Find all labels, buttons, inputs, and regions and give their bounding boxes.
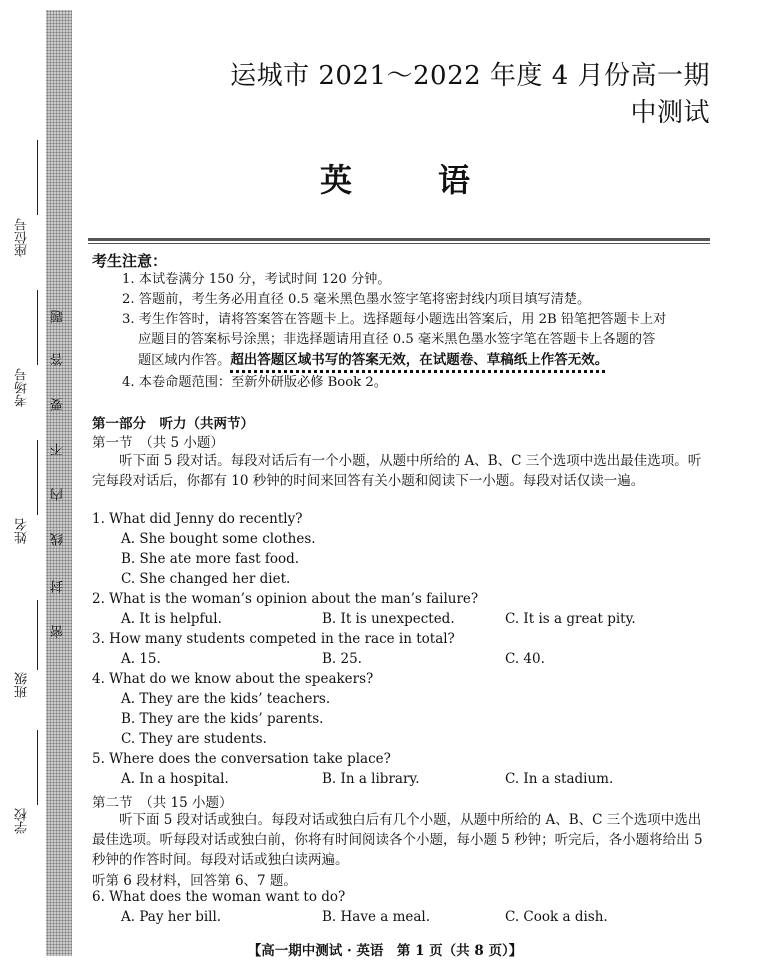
exam-title: 运城市 2021～2022 年度 4 月份高一期中测试 (230, 61, 710, 128)
notice-item: 3. 考生作答时，请将答案答在答题卡上。选择题每小题选出答案后，用 2B 铅笔把答题卡上对 (122, 312, 667, 327)
seal-char: 内 (51, 488, 66, 501)
section-instructions: 听下面 5 段对话或独白。每段对话或独白后有几个小题，从题中所给的 A、B、C 三个选项中选出最佳选项。听每段对话或独白前，你将有时间阅读各个小题，每小题 5 秒钟；听完后，各小题将给出 5 秒钟的作答时间。每段对话或独白读两遍。 (92, 812, 703, 868)
notice-item: 2. 答题前，考生务必用直径 0.5 毫米黑色墨水签字笔将密封线内项目填写清楚。 (122, 292, 591, 307)
seat-number-label: 座位号 (15, 218, 30, 257)
exam-room-line (37, 290, 38, 365)
notice-item: 4. 本卷命题范围：至新外研版必修 Book 2。 (122, 375, 387, 390)
school-line (37, 730, 38, 805)
option: B. It is unexpected. (322, 611, 455, 627)
class-label: 班级 (15, 672, 30, 698)
seal-char: 密 (51, 625, 66, 638)
school-label: 学校 (15, 808, 30, 834)
option: B. Have a meal. (322, 909, 431, 925)
option: C. She changed her diet. (121, 571, 291, 587)
school-field[interactable] (8, 730, 38, 840)
name-line (37, 440, 38, 515)
subject-title (320, 155, 470, 201)
subject-char: 语 (437, 161, 470, 199)
question-stem: 5. Where does the conversation take place? (92, 751, 391, 767)
section-heading: 第二节 （共 15 小题） (92, 795, 233, 811)
seal-char: 答 (51, 353, 66, 366)
header-rule-thin (88, 243, 710, 244)
subject-char: 英 (320, 161, 353, 199)
header-rule-thick (88, 238, 710, 241)
option: B. In a library. (322, 771, 420, 787)
page-footer: 【高一期中测试 · 英语 第 1 页（共 8 页）】 (247, 943, 523, 959)
option: A. Pay her bill. (121, 909, 222, 925)
seat-number-field[interactable] (8, 140, 38, 280)
question-stem: 4. What do we know about the speakers? (92, 671, 374, 687)
name-label: 姓名 (15, 518, 30, 544)
notice-emphasis: 超出答题区域书写的答案无效，在试题卷、草稿纸上作答无效。 (230, 352, 609, 368)
option: B. 25. (322, 651, 362, 667)
option: A. She bought some clothes. (121, 531, 316, 547)
binding-strip (46, 10, 72, 956)
notice-item-text: 题区域内作答。 (138, 353, 231, 368)
option: C. 40. (505, 651, 545, 667)
name-field[interactable] (8, 440, 38, 560)
seal-char: 封 (51, 580, 66, 593)
notice-title: 考生注意： (92, 252, 168, 270)
option: C. They are students. (121, 731, 267, 747)
seal-char: 要 (51, 398, 66, 411)
part-heading: 第一部分 听力（共两节） (92, 416, 254, 432)
class-field[interactable] (8, 600, 38, 710)
option: C. Cook a dish. (505, 909, 608, 925)
section-instructions: 听下面 5 段对话。每段对话后有一个小题，从题中所给的 A、B、C 三个选项中选出最佳选项。听完每段对话后，你都有 10 秒钟的时间来回答有关小题和阅读下一小题。每段对话仅读一遍。 (92, 453, 702, 489)
option: C. In a stadium. (505, 771, 614, 787)
notice-item (138, 350, 713, 371)
question-stem: 2. What is the woman’s opinion about the man’s failure? (92, 591, 479, 607)
notice-item: 应题目的答案标号涂黑；非选择题请用直径 0.5 毫米黑色墨水签字笔在答题卡上各题的答 (138, 332, 656, 347)
seal-char: 不 (51, 443, 66, 456)
option: A. In a hospital. (121, 771, 229, 787)
class-line (37, 600, 38, 670)
question-stem: 6. What does the woman want to do? (92, 889, 346, 905)
exam-room-field[interactable] (8, 290, 38, 420)
option: A. It is helpful. (121, 611, 222, 627)
question-stem: 1. What did Jenny do recently? (92, 511, 303, 527)
section-heading: 第一节 （共 5 小题） (92, 435, 224, 451)
question-stem: 3. How many students competed in the race in total? (92, 631, 455, 647)
option: B. She ate more fast food. (121, 551, 300, 567)
option: A. 15. (121, 651, 161, 667)
option: B. They are the kids’ parents. (121, 711, 324, 727)
material-note: 听第 6 段材料，回答第 6、7 题。 (92, 873, 297, 889)
seat-number-line (37, 140, 38, 215)
notice-item: 1. 本试卷满分 150 分，考试时间 120 分钟。 (122, 272, 391, 287)
option: A. They are the kids’ teachers. (121, 691, 331, 707)
exam-room-label: 考场号 (15, 368, 30, 407)
seal-char: 线 (51, 533, 66, 546)
seal-char: 题 (51, 310, 66, 323)
option: C. It is a great pity. (505, 611, 636, 627)
